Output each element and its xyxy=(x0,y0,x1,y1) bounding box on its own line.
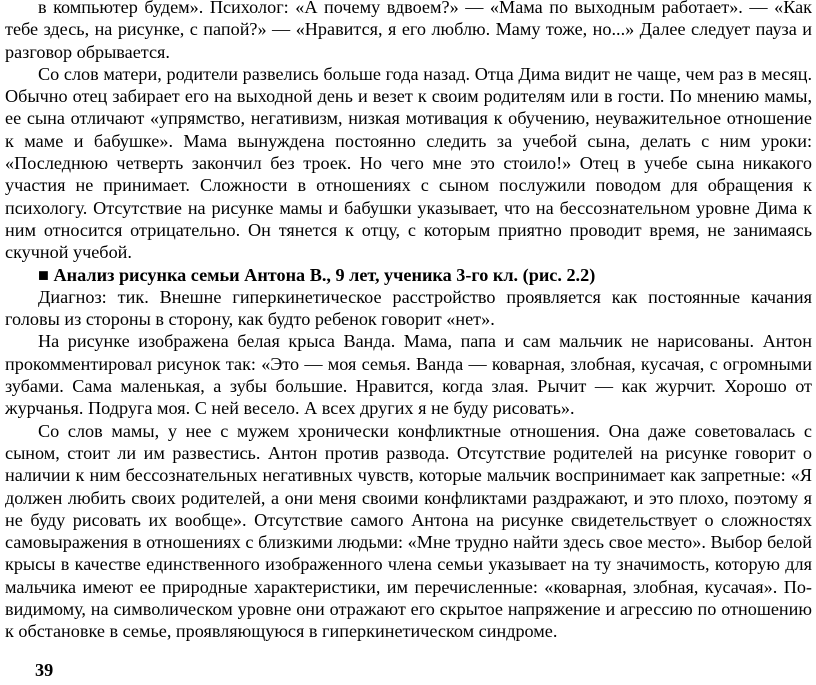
paragraph-mother-account: Со слов матери, родители развелись больше года назад. Отца Дима видит не чаще, чем раз в месяц. Обычно отец забирает его на выходной день и везет к своим родителям или в гости. По мнению мамы, ее сына отличают «упрямство, негативизм, низкая мотивация к обучению, неуважительное отношение к маме и бабушке». Мама вынуждена постоянно следить за учебой сына, делать с ним уроки: «Последнюю четверть закончил без троек. Но чего мне это стоило!» Отец в учебе сына никакого участия не принимает. Сложности в отношениях с сыном послужили поводом для обращения к психологу. Отсутствие на рисунке мамы и бабушки указывает, что на бессознательном уровне Дима к ним относится отрицательно. Он тянется к отцу, с которым приятно проводит время, не занимаясь скучной учебой. xyxy=(5,63,812,263)
paragraph-analysis: Со слов мамы, у нее с мужем хронически конфликтные отношения. Она даже советовалась с сыном, стоит ли им развестись. Антон против развода. Отсутствие родителей на рисунке говорит о наличии к ним бессознательных негативных чувств, которые мальчик воспринимает как запретные: «Я должен любить своих родителей, а они меня своими конфликтами раздражают, и это плохо, поэтому я не буду рисовать их вообще». Отсутствие самого Антона на рисунке свидетельствует о сложностях самовыражения в отношениях с близкими людьми: «Мне трудно найти здесь свое место». Выбор белой крысы в качестве единственного изображенного члена семьи указывает на ту значимость, которую для мальчика имеют ее природные характеристики, им перечисленные: «коварная, злобная, кусачая». По-видимому, на символическом уровне они отражают его скрытое напряжение и агрессию по отношению к обстановке в семье, проявляющуюся в гиперкинетическом синдроме. xyxy=(5,420,812,642)
paragraph-diagnosis: Диагноз: тик. Внешне гиперкинетическое расстройство проявляется как постоянные качания головы из стороны в сторону, как будто ребенок говорит «нет». xyxy=(5,286,812,330)
body-text xyxy=(5,0,812,643)
paragraph-drawing-description: На рисунке изображена белая крыса Ванда. Мама, папа и сам мальчик не нарисованы. Антон прокомментировал рисунок так: «Это — моя семья. Ванда — коварная, злобная, кусачая, с огромными зубами. Сама маленькая, а зубы большие. Нравится, когда злая. Рычит — как журчит. Хорошо от журчанья. Подруга моя. С ней весело. А всех других я не буду рисовать». xyxy=(5,331,812,419)
section-heading: ■ Анализ рисунка семьи Антона В., 9 лет, ученика 3-го кл. (рис. 2.2) xyxy=(38,264,596,285)
paragraph-continuation: в компьютер будем». Психолог: «А почему вдвоем?» — «Мама по выходным работает». — «Как тебе здесь, на рисунке, с папой?» — «Нравится, я его люблю. Маму тоже, но...» Далее следует пауза и разговор обрывается. xyxy=(5,0,812,62)
page-number: 39 xyxy=(35,660,54,680)
